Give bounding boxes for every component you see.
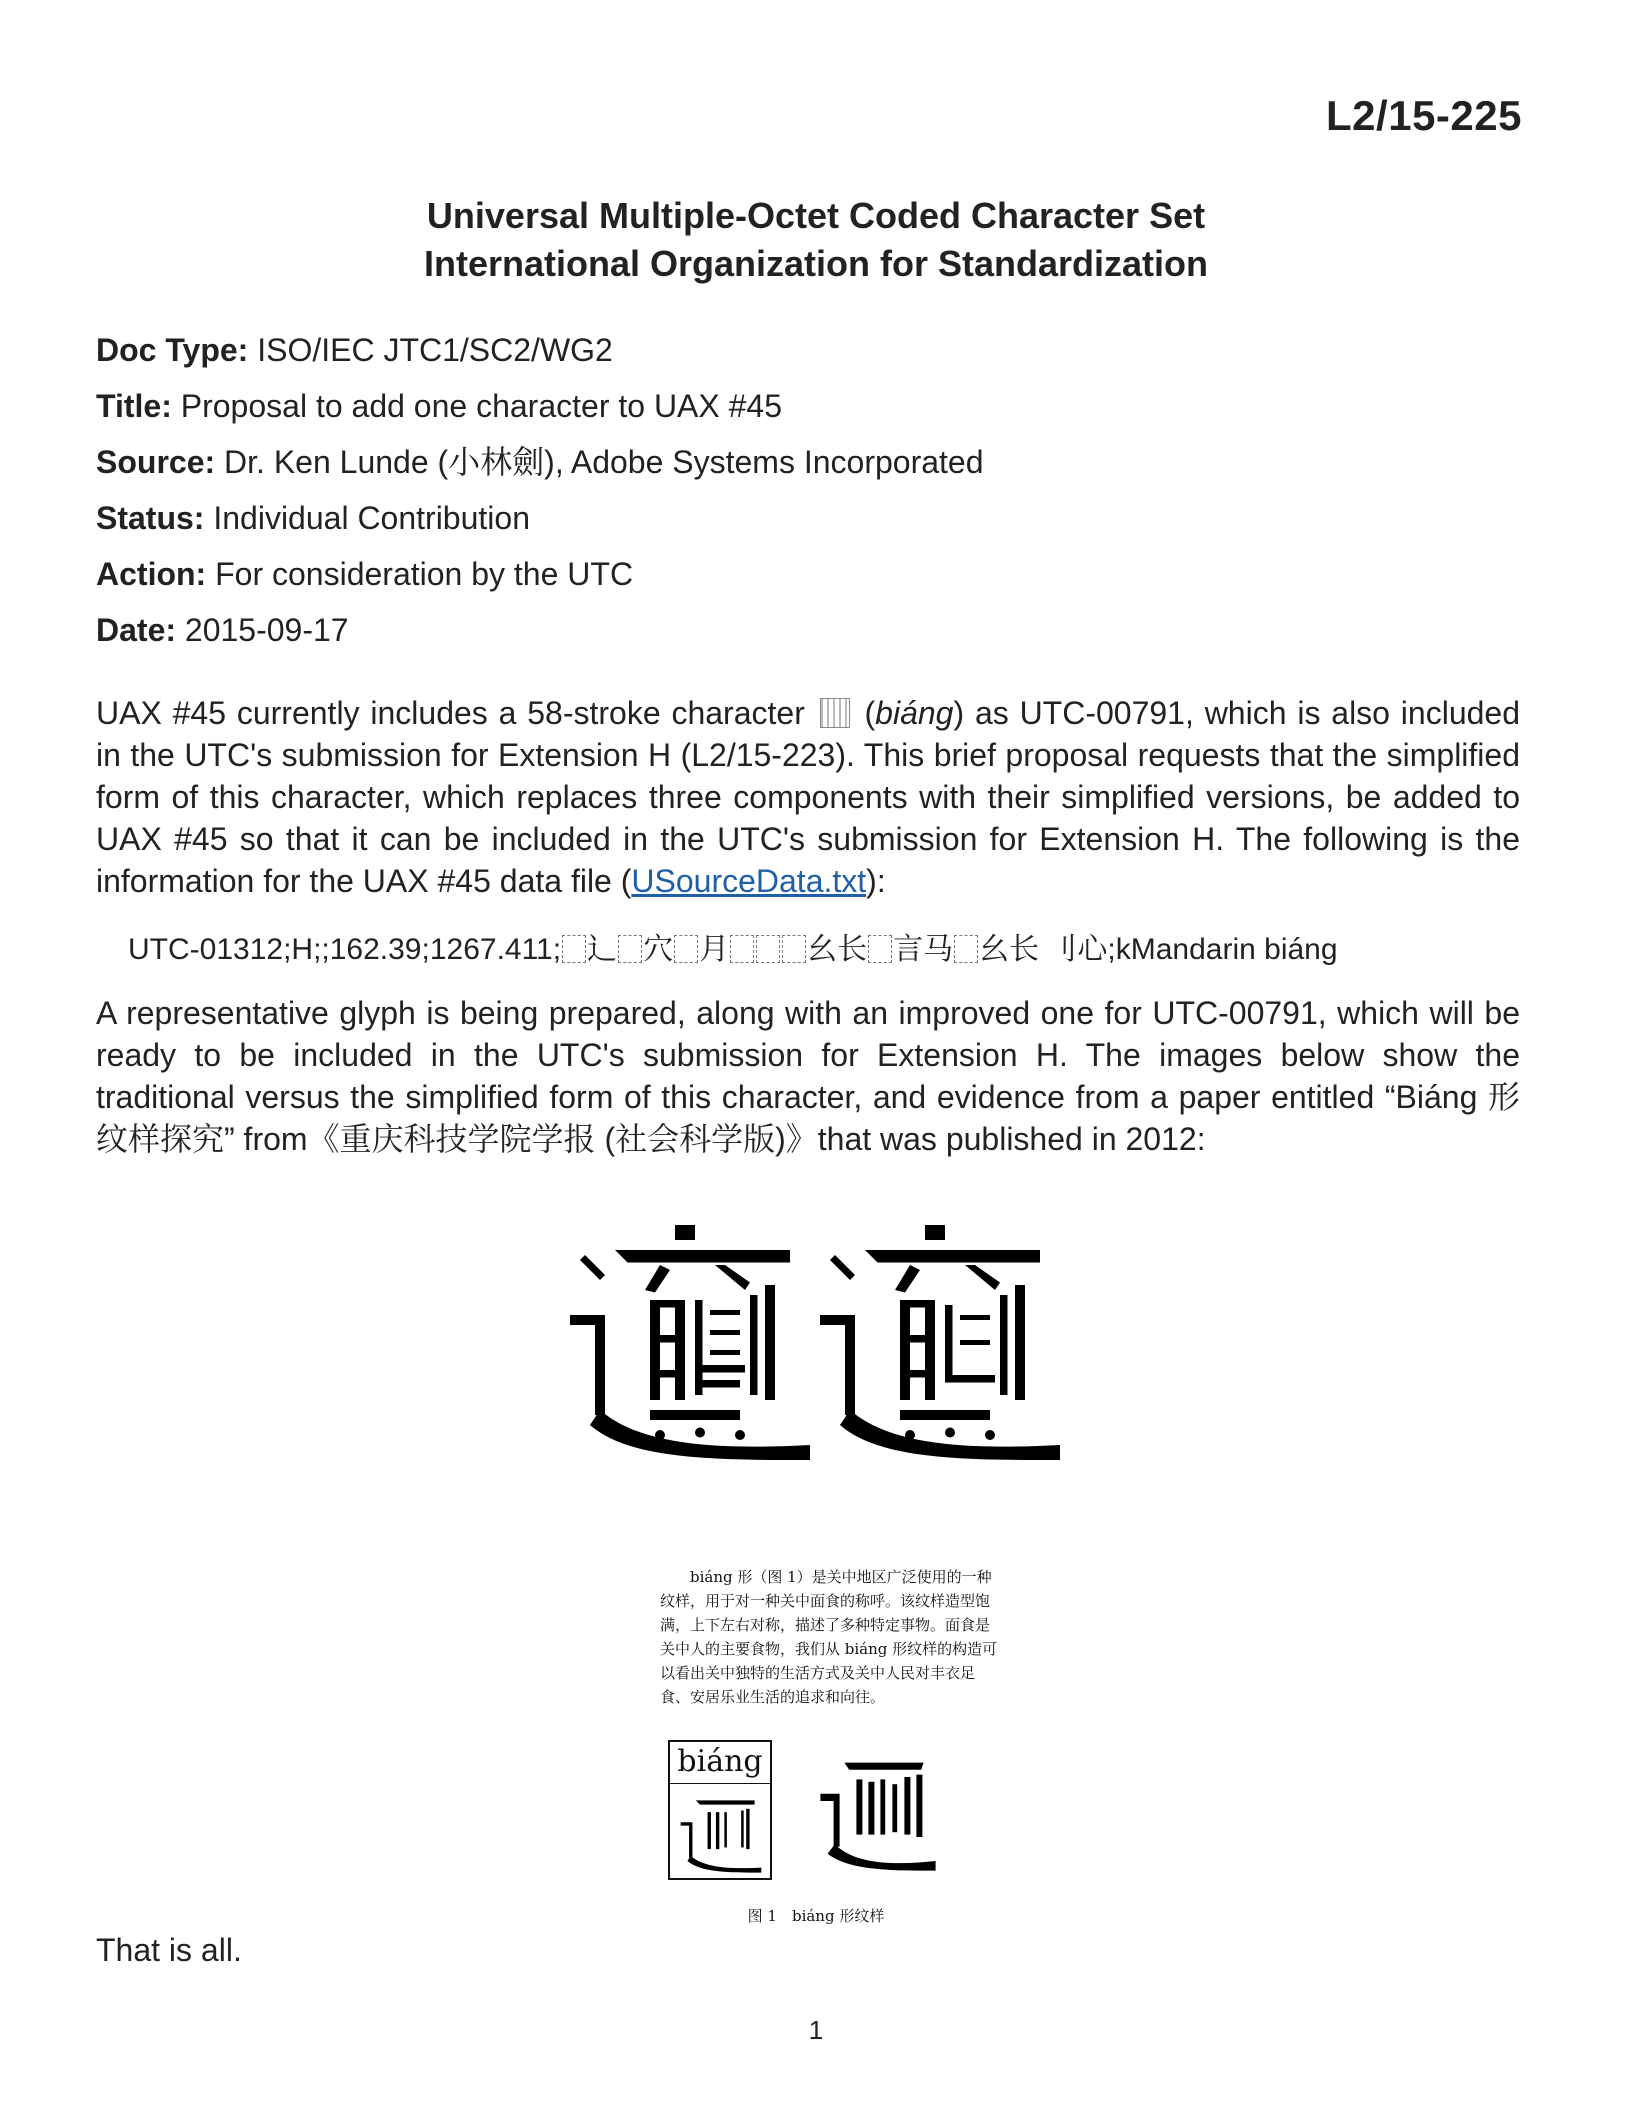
meta-doc-type	[96, 330, 613, 370]
ids-box-icon	[868, 935, 892, 963]
data-file-entry	[128, 930, 1338, 970]
traditional-biang-glyph-icon	[565, 1215, 815, 1465]
meta-source	[96, 442, 984, 482]
ids-box-icon	[954, 935, 978, 963]
ids-box-icon	[618, 935, 642, 963]
paragraph-text: ):	[866, 863, 886, 899]
pinyin-text: biáng	[875, 695, 954, 731]
meta-status	[96, 498, 530, 538]
ids-box-icon	[730, 935, 754, 963]
ids-box-icon	[674, 935, 698, 963]
data-segment: 穴	[643, 933, 674, 966]
evidence-biang-glyph-icon	[678, 1792, 764, 1876]
meta-value: Individual Contribution	[204, 500, 530, 536]
usourcedata-link[interactable]: USourceData.txt	[631, 863, 867, 899]
meta-label: Doc Type:	[96, 332, 249, 368]
meta-value: Proposal to add one character to UAX #45	[171, 388, 783, 424]
evidence-handwritten-biang-icon	[818, 1748, 938, 1878]
paragraph-evidence: A representative glyph is being prepared, along with an improved one for UTC-00791, which will be ready to be included in the UTC's submission for Extension H. The images below show the traditional versus the simplified form of this character, and evidence from a paper entitled “Biáng 形纹样探究” from《重庆科技学院学报 (社会科学版)》that was published in 2012:	[96, 995, 1520, 1157]
paragraph-text: as UTC-00791, which is also included in the UTC's submission for Extension H (L2/15-223). This brief proposal requests that the simplified form of this character, which replaces three components with their simplified versions, be added to UAX #45 so that it can be included in the UTC's submission for Extension H. The following is the information for the UAX #45 data file (	[96, 695, 1520, 899]
meta-value: 2015-09-17	[176, 612, 349, 648]
data-prefix: UTC-01312;H;;162.39;1267.411;	[128, 933, 562, 966]
biang-glyph-icon	[820, 698, 850, 728]
meta-value: For consideration by the UTC	[206, 556, 634, 592]
evidence-figure-box	[668, 1740, 772, 1880]
meta-value: ISO/IEC JTC1/SC2/WG2	[248, 332, 613, 368]
document-number: L2/15-225	[1326, 92, 1522, 139]
closing-text: That is all.	[96, 1932, 242, 1968]
data-segment: ⻌	[587, 933, 618, 966]
ids-box-icon	[756, 935, 780, 963]
meta-label: Status:	[96, 500, 205, 536]
simplified-biang-glyph-icon	[815, 1215, 1065, 1465]
data-segment: 幺长 刂心;kMandarin biáng	[979, 933, 1338, 966]
heading-line-1: Universal Multiple-Octet Coded Character Set	[426, 195, 1206, 236]
data-segment: 幺长	[807, 933, 868, 966]
meta-action	[96, 554, 633, 594]
page-number: 1	[808, 2015, 824, 2045]
ids-box-icon	[782, 935, 806, 963]
meta-value: Dr. Ken Lunde (小林劍), Adobe Systems Incorporated	[215, 444, 984, 480]
evidence-box-label: biáng	[670, 1744, 770, 1784]
meta-label: Action:	[96, 556, 207, 592]
data-segment: 月	[699, 933, 730, 966]
meta-date	[96, 610, 349, 650]
heading-line-2: International Organization for Standardization	[423, 243, 1209, 284]
meta-label: Source:	[96, 444, 216, 480]
paragraph-intro: UAX #45 currently includes a 58-stroke character (biáng) as UTC-00791, which is also included in the UTC's submission for Extension H (L2/15-223). This brief proposal requests that the simplified form of this character, which replaces three components with their simplified versions, be added to UAX #45 so that it can be included in the UTC's submission for Extension H. The following is the information for the UAX #45 data file (USourceData.txt):	[96, 695, 1520, 899]
meta-label: Date:	[96, 612, 177, 648]
figure-caption: 图 1 biáng 形纹样	[747, 1907, 885, 1925]
paragraph-text: UAX #45 currently includes a 58-stroke character	[96, 695, 816, 731]
meta-label: Title:	[96, 388, 172, 424]
meta-title	[96, 386, 782, 426]
ids-box-icon	[562, 935, 586, 963]
data-segment: 言马	[893, 933, 954, 966]
evidence-paper-excerpt: biáng 形（图 1）是关中地区广泛使用的一种纹样，用于对一种关中面食的称呼。该纹样造型饱满，上下左右对称，描述了多种特定事物。面食是关中人的主要食物，我们从 biáng 形纹样的构造可以看出关中独特的生活方式及关中人民对丰衣足食、安居乐业生活的追求和向往。	[660, 1568, 998, 1706]
